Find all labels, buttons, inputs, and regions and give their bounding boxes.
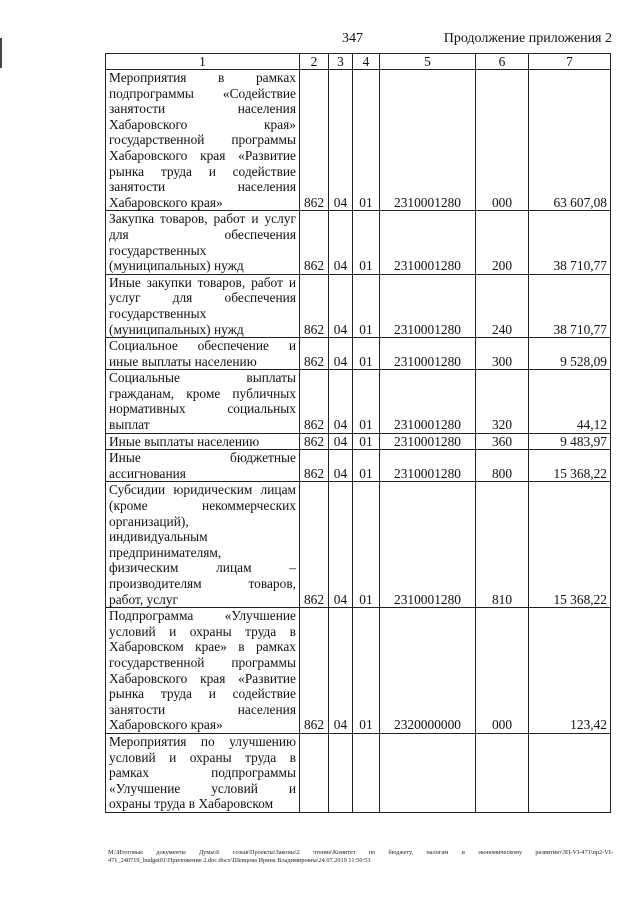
row-name-line: рынка труда и содействие <box>109 686 296 702</box>
amount-value: 123,42 <box>529 608 611 734</box>
budget-table <box>105 53 611 813</box>
expense-type-code: 000 <box>476 70 529 211</box>
row-name-line: Иные выплаты населению <box>109 433 260 449</box>
section-code: 04 <box>329 608 353 734</box>
row-name-line: Иные закупки товаров, работ и <box>109 274 296 290</box>
ministry-code: 862 <box>300 274 329 337</box>
subsection-code: 01 <box>353 608 380 734</box>
row-name-line: Мероприятия по улучшению <box>109 733 296 749</box>
ministry-code: 862 <box>300 211 329 274</box>
row-name-line: иные выплаты населению <box>109 353 257 369</box>
row-name <box>106 370 300 433</box>
column-number: 5 <box>380 54 476 70</box>
table-row <box>106 70 611 211</box>
subsection-code <box>353 733 380 812</box>
row-name-line: Социальные выплаты <box>109 370 296 386</box>
row-name-line: занятости населения <box>109 179 296 195</box>
section-code <box>329 733 353 812</box>
row-name-line: физическим лицам – <box>109 560 296 576</box>
target-article-code <box>380 733 476 812</box>
amount-value: 9 483,97 <box>529 433 611 450</box>
row-name-line: работ, услуг <box>109 591 179 607</box>
amount-value: 44,12 <box>529 370 611 433</box>
row-name-line: рынка труда и содействие <box>109 163 296 179</box>
row-name <box>106 608 300 734</box>
row-name-line: (кроме некоммерческих <box>109 498 296 514</box>
row-name-line: выплат <box>109 417 150 433</box>
row-name-line: подпрограммы «Содействие <box>109 85 296 101</box>
table-row <box>106 370 611 433</box>
row-name-line: предпринимателям, <box>109 544 222 560</box>
row-name-line: «Улучшение условий и <box>109 780 296 796</box>
column-number: 1 <box>106 54 300 70</box>
scan-edge-mark <box>0 38 2 68</box>
row-name-line: государственных <box>109 305 207 321</box>
row-name-line: услуг для обеспечения <box>109 290 296 306</box>
amount-value <box>529 733 611 812</box>
subsection-code: 01 <box>353 433 380 450</box>
ministry-code: 862 <box>300 482 329 608</box>
row-name-line: Закупка товаров, работ и услуг <box>109 211 296 227</box>
section-code: 04 <box>329 482 353 608</box>
row-name-line: Хабаровского края» <box>109 717 223 733</box>
expense-type-code: 000 <box>476 608 529 734</box>
amount-value: 15 368,22 <box>529 482 611 608</box>
footer-line: 471_240719_budget01\Приложение 2.doc.docx\Шевцова Ирина Владимировна\24.07.2019 11:50:53 <box>108 857 371 864</box>
target-article-code: 2310001280 <box>380 433 476 450</box>
table-row <box>106 433 611 450</box>
row-name-line: условий и охраны труда в <box>109 749 296 765</box>
expense-type-code <box>476 733 529 812</box>
target-article-code: 2320000000 <box>380 608 476 734</box>
row-name-line: нормативных социальных <box>109 401 296 417</box>
row-name-line: Хабаровского края» <box>109 194 223 210</box>
table-row <box>106 450 611 482</box>
ministry-code: 862 <box>300 370 329 433</box>
row-name <box>106 211 300 274</box>
column-number: 7 <box>529 54 611 70</box>
subsection-code: 01 <box>353 370 380 433</box>
row-name-line: Хабаровского края «Развитие <box>109 147 296 163</box>
row-name <box>106 70 300 211</box>
row-name-line: условий и охраны труда в <box>109 623 296 639</box>
row-name-line: (муниципальных) нужд <box>109 258 244 274</box>
subsection-code: 01 <box>353 482 380 608</box>
amount-value: 15 368,22 <box>529 450 611 482</box>
row-name-line: гражданам, кроме публичных <box>109 385 296 401</box>
row-name <box>106 482 300 608</box>
row-name-line: производителям товаров, <box>109 576 296 591</box>
ministry-code: 862 <box>300 70 329 211</box>
ministry-code: 862 <box>300 450 329 482</box>
row-name-line: (муниципальных) нужд <box>109 321 244 337</box>
section-code: 04 <box>329 433 353 450</box>
row-name-line: Хабаровском крае» в рамках <box>109 639 296 655</box>
row-name <box>106 433 300 450</box>
file-path-footer <box>108 849 613 865</box>
column-number: 3 <box>329 54 353 70</box>
expense-type-code: 300 <box>476 338 529 370</box>
row-name <box>106 338 300 370</box>
expense-type-code: 200 <box>476 211 529 274</box>
footer-line: М:\Итоговые документы Думы\6 созыв\Проекты\Законы\2 чтение\Комитет по бюджету, налогам и экономическому развитию\ЗП-VI-471\пр2-VI- <box>108 849 613 856</box>
section-code: 04 <box>329 370 353 433</box>
column-number-row <box>106 54 611 70</box>
table-row <box>106 482 611 608</box>
column-number: 2 <box>300 54 329 70</box>
subsection-code: 01 <box>353 211 380 274</box>
row-name-line: Иные бюджетные <box>109 450 296 466</box>
ministry-code: 862 <box>300 608 329 734</box>
expense-type-code: 320 <box>476 370 529 433</box>
row-name-line: ассигнования <box>109 465 186 481</box>
row-name <box>106 450 300 482</box>
target-article-code: 2310001280 <box>380 211 476 274</box>
expense-type-code: 360 <box>476 433 529 450</box>
table-row <box>106 338 611 370</box>
section-code: 04 <box>329 211 353 274</box>
ministry-code: 862 <box>300 338 329 370</box>
table-row <box>106 274 611 337</box>
subsection-code: 01 <box>353 70 380 211</box>
row-name-line: для обеспечения <box>109 226 296 242</box>
row-name-line: рамках подпрограммы <box>109 765 296 781</box>
row-name <box>106 274 300 337</box>
ministry-code: 862 <box>300 433 329 450</box>
expense-type-code: 800 <box>476 450 529 482</box>
target-article-code: 2310001280 <box>380 274 476 337</box>
section-code: 04 <box>329 274 353 337</box>
subsection-code: 01 <box>353 274 380 337</box>
target-article-code: 2310001280 <box>380 70 476 211</box>
expense-type-code: 240 <box>476 274 529 337</box>
row-name-line: охраны труда в Хабаровском <box>109 796 274 812</box>
section-code: 04 <box>329 450 353 482</box>
row-name-line: Хабаровского края» <box>109 116 296 132</box>
row-name-line: государственной программы <box>109 132 296 148</box>
section-code: 04 <box>329 338 353 370</box>
amount-value: 38 710,77 <box>529 211 611 274</box>
row-name-line: организаций), <box>109 513 189 529</box>
row-name-line: занятости населения <box>109 701 296 717</box>
continuation-label: Продолжение приложения 2 <box>443 31 612 46</box>
subsection-code: 01 <box>353 338 380 370</box>
row-name-line: Мероприятия в рамках <box>109 70 296 85</box>
ministry-code <box>300 733 329 812</box>
row-name-line: государственных <box>109 242 207 258</box>
target-article-code: 2310001280 <box>380 450 476 482</box>
amount-value: 38 710,77 <box>529 274 611 337</box>
row-name-line: Социальное обеспечение и <box>109 338 296 354</box>
page-number: 347 <box>342 31 363 46</box>
row-name <box>106 733 300 812</box>
row-name-line: Подпрограмма «Улучшение <box>109 608 296 624</box>
table-row <box>106 733 611 812</box>
table-row <box>106 211 611 274</box>
target-article-code: 2310001280 <box>380 482 476 608</box>
section-code: 04 <box>329 70 353 211</box>
amount-value: 63 607,08 <box>529 70 611 211</box>
expense-type-code: 810 <box>476 482 529 608</box>
column-number: 4 <box>353 54 380 70</box>
row-name-line: Субсидии юридическим лицам <box>109 482 296 498</box>
table-row <box>106 608 611 734</box>
row-name-line: государственной программы <box>109 654 296 670</box>
amount-value: 9 528,09 <box>529 338 611 370</box>
column-number: 6 <box>476 54 529 70</box>
target-article-code: 2310001280 <box>380 370 476 433</box>
row-name-line: занятости населения <box>109 101 296 117</box>
target-article-code: 2310001280 <box>380 338 476 370</box>
subsection-code: 01 <box>353 450 380 482</box>
row-name-line: Хабаровского края «Развитие <box>109 670 296 686</box>
row-name-line: индивидуальным <box>109 529 208 545</box>
